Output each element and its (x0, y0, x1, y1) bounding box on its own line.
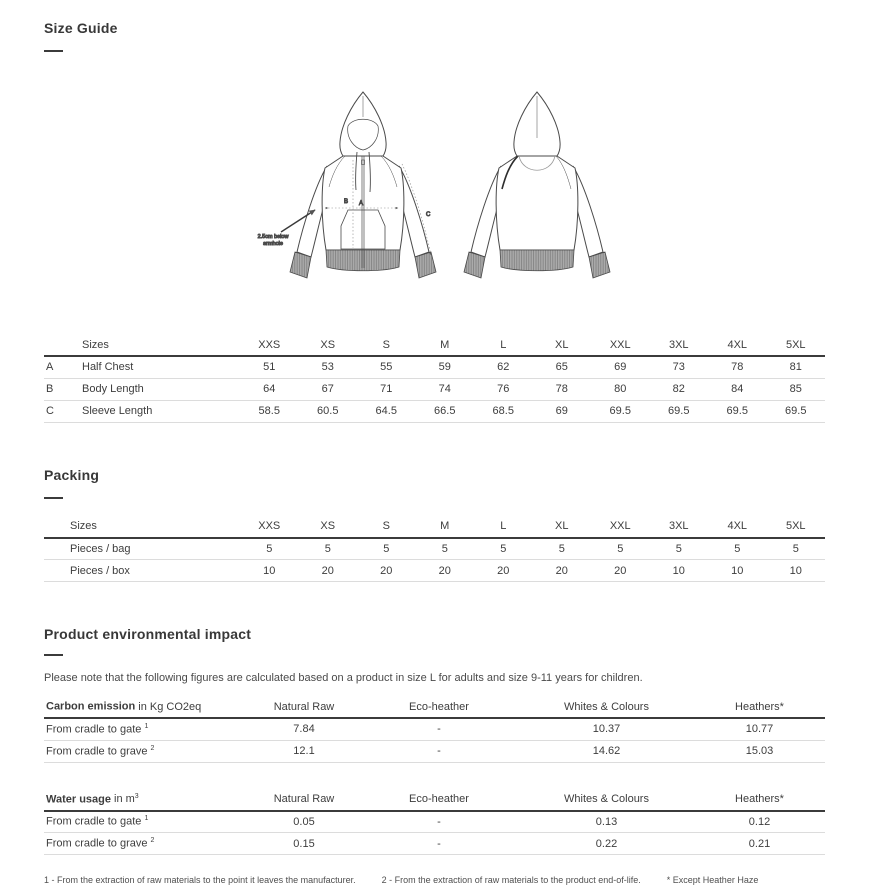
footnote-1: 1 - From the extraction of raw materials to the point it leaves the manufacturer. (44, 875, 356, 885)
cell: 69.5 (767, 400, 826, 422)
cell: 80 (591, 378, 650, 400)
cell: 0.22 (519, 833, 694, 855)
cell: 12.1 (249, 740, 359, 762)
cell: 14.62 (519, 740, 694, 762)
column-header: 4XL (708, 516, 767, 538)
cell: 0.21 (694, 833, 825, 855)
cell: 60.5 (299, 400, 358, 422)
cell: 73 (650, 356, 709, 378)
column-header: Sizes (80, 334, 240, 356)
cell: 20 (591, 560, 650, 582)
cell: 20 (416, 560, 475, 582)
row-key: A (44, 356, 80, 378)
cell: 20 (299, 560, 358, 582)
cell: 76 (474, 378, 533, 400)
table-row (44, 833, 825, 855)
row-label: Half Chest (80, 356, 240, 378)
cell: 51 (240, 356, 299, 378)
table-header-row (44, 789, 825, 811)
cell: 5 (650, 538, 709, 560)
row-key (44, 538, 68, 560)
cell: 5 (591, 538, 650, 560)
column-header (44, 516, 68, 538)
cell: 15.03 (694, 740, 825, 762)
cell: 20 (533, 560, 592, 582)
cell: 0.12 (694, 811, 825, 833)
cell: 59 (416, 356, 475, 378)
column-header: 3XL (650, 334, 709, 356)
column-header: Natural Raw (249, 696, 359, 718)
cell: 20 (474, 560, 533, 582)
column-header (44, 334, 80, 356)
cell: 65 (533, 356, 592, 378)
cell: 82 (650, 378, 709, 400)
column-header: Whites & Colours (519, 696, 694, 718)
table-row (44, 811, 825, 833)
row-label: Sleeve Length (80, 400, 240, 422)
cell: 0.05 (249, 811, 359, 833)
row-key (44, 560, 68, 582)
carbon-emission-table (44, 696, 825, 763)
column-header: 5XL (767, 334, 826, 356)
page-title: Size Guide (44, 20, 118, 36)
front-left-cuff (290, 252, 311, 278)
column-header: XXS (240, 516, 299, 538)
row-label: Body Length (80, 378, 240, 400)
row-key: C (44, 400, 80, 422)
cell: 10 (708, 560, 767, 582)
cell: 67 (299, 378, 358, 400)
column-header: M (416, 516, 475, 538)
row-label: From cradle to gate $^1$ (44, 811, 249, 833)
water-usage-table (44, 789, 825, 856)
cell: - (359, 740, 519, 762)
cell: 5 (299, 538, 358, 560)
column-header: L (474, 516, 533, 538)
packing-section (44, 467, 825, 583)
back-left-cuff (464, 252, 485, 278)
cell: 5 (416, 538, 475, 560)
cell: 69.5 (708, 400, 767, 422)
measure-label-b: B (343, 199, 348, 205)
footnotes (44, 875, 825, 885)
hoodie-illustration (44, 84, 825, 312)
packing-table (44, 516, 825, 583)
row-label: Pieces / box (68, 560, 240, 582)
front-right-cuff (415, 252, 436, 278)
cell: 78 (533, 378, 592, 400)
table-title: Water usage in $m^3$ (44, 789, 249, 811)
front-hem-rib (326, 250, 400, 271)
footnote-asterisk: * Except Heather Haze (666, 875, 759, 885)
cell: 84 (708, 378, 767, 400)
packing-title: Packing (44, 466, 100, 483)
measure-label-c: C (425, 212, 430, 218)
cell: 5 (708, 538, 767, 560)
column-header: Eco-heather (359, 696, 519, 718)
table-row (44, 538, 825, 560)
cell: 69 (533, 400, 592, 422)
cell: 10 (767, 560, 826, 582)
table-row (44, 378, 825, 400)
cell: 64 (240, 378, 299, 400)
cell: - (359, 833, 519, 855)
column-header: Natural Raw (249, 789, 359, 811)
sizes-table (44, 334, 825, 423)
environmental-impact-title: Product environmental impact (44, 626, 252, 642)
cell: 68.5 (474, 400, 533, 422)
column-header: 4XL (708, 334, 767, 356)
cell: 81 (767, 356, 826, 378)
cell: 64.5 (357, 400, 416, 422)
cell: 85 (767, 378, 826, 400)
cell: 5 (533, 538, 592, 560)
column-header: Whites & Colours (519, 789, 694, 811)
cell: - (359, 718, 519, 740)
column-header: 5XL (767, 516, 826, 538)
table-header-row (44, 516, 825, 538)
svg-text:2.5cm below: 2.5cm below (257, 234, 288, 240)
table-row (44, 356, 825, 378)
column-header: Sizes (68, 516, 240, 538)
title-underline (44, 654, 63, 656)
title-underline (44, 50, 63, 52)
column-header: 3XL (650, 516, 709, 538)
svg-text:armhole: armhole (262, 241, 283, 247)
cell: 5 (240, 538, 299, 560)
cell: 53 (299, 356, 358, 378)
environmental-impact-section (44, 626, 825, 885)
table-header-row (44, 334, 825, 356)
cell: 10 (240, 560, 299, 582)
table-row (44, 718, 825, 740)
back-hem-rib (500, 250, 574, 271)
table-row (44, 560, 825, 582)
footnote-2: 2 - From the extraction of raw materials to the product end-of-life. (381, 875, 641, 885)
row-label: From cradle to gate $^1$ (44, 718, 249, 740)
cell: 69 (591, 356, 650, 378)
cell: 74 (416, 378, 475, 400)
cell: 10.37 (519, 718, 694, 740)
armhole-annotation (257, 210, 314, 247)
column-header: XL (533, 516, 592, 538)
table-title: Carbon emission in Kg CO2eq (44, 696, 249, 718)
column-header: XL (533, 334, 592, 356)
cell: 10 (650, 560, 709, 582)
cell: 20 (357, 560, 416, 582)
measure-label-a: A (358, 201, 363, 207)
row-label: Pieces / bag (68, 538, 240, 560)
cell: 66.5 (416, 400, 475, 422)
cell: 69.5 (591, 400, 650, 422)
cell: 0.15 (249, 833, 359, 855)
hoodie-front-view (257, 92, 435, 278)
column-header: XXL (591, 334, 650, 356)
column-header: S (357, 516, 416, 538)
row-label: From cradle to grave $^2$ (44, 740, 249, 762)
environmental-note: Please note that the following figures are calculated based on a product in size L for adults and size 9-11 years for children. (44, 672, 643, 684)
hoodie-technical-drawing (257, 84, 613, 312)
cell: 0.13 (519, 811, 694, 833)
column-header: S (357, 334, 416, 356)
back-right-cuff (589, 252, 610, 278)
cell: 58.5 (240, 400, 299, 422)
table-row (44, 740, 825, 762)
cell: 78 (708, 356, 767, 378)
column-header: Heathers* (694, 789, 825, 811)
cell: - (359, 811, 519, 833)
column-header: XXL (591, 516, 650, 538)
cell: 7.84 (249, 718, 359, 740)
cell: 5 (474, 538, 533, 560)
column-header: L (474, 334, 533, 356)
cell: 69.5 (650, 400, 709, 422)
title-underline (44, 497, 63, 499)
column-header: XS (299, 516, 358, 538)
table-row (44, 400, 825, 422)
row-label: From cradle to grave $^2$ (44, 833, 249, 855)
cell: 5 (357, 538, 416, 560)
column-header: Eco-heather (359, 789, 519, 811)
column-header: XXS (240, 334, 299, 356)
hoodie-back-view (464, 92, 610, 278)
row-key: B (44, 378, 80, 400)
column-header: Heathers* (694, 696, 825, 718)
cell: 62 (474, 356, 533, 378)
column-header: M (416, 334, 475, 356)
cell: 10.77 (694, 718, 825, 740)
table-header-row (44, 696, 825, 718)
cell: 55 (357, 356, 416, 378)
column-header: XS (299, 334, 358, 356)
cell: 5 (767, 538, 826, 560)
cell: 71 (357, 378, 416, 400)
